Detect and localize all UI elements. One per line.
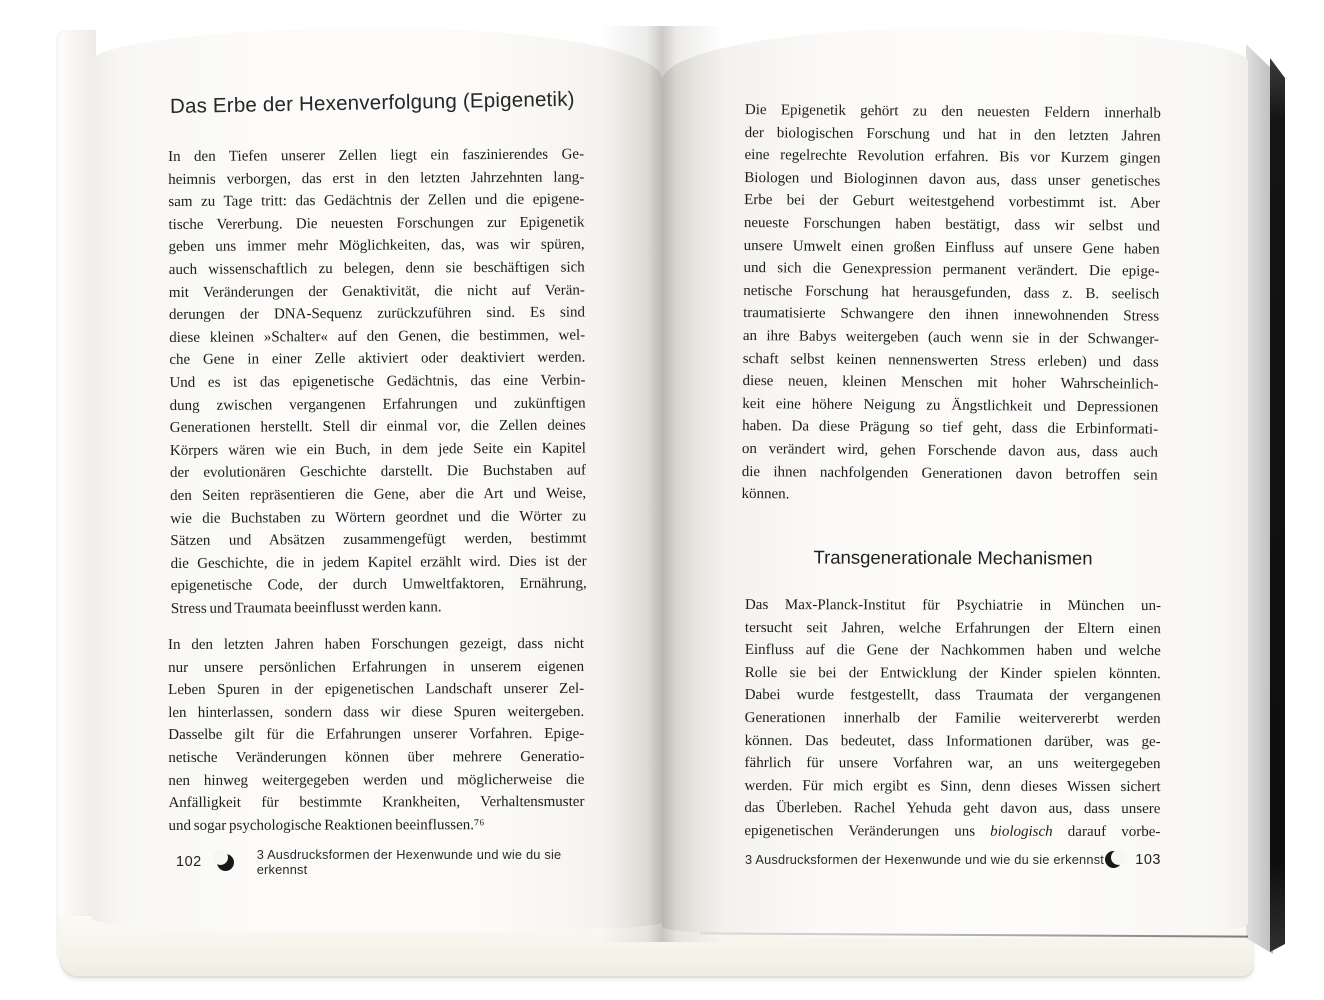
- text-line: In den letzten Jahren haben Forschungen gezeigt, dass nicht: [168, 635, 585, 653]
- text-line: der biologischen Forschung und hat in den letzten Jahren: [744, 124, 1161, 145]
- running-chapter-title: 3 Ausdrucksformen der Hexenwunde und wie du sie erkennst: [745, 852, 1105, 867]
- text-line: nen hinweg weitergegeben werden und möglicherweise die: [168, 771, 585, 789]
- text-line: Die Epigenetik gehört zu den neuesten Feldern innerhalb: [744, 101, 1161, 122]
- text-line: epigenetischen Veränderungen uns biologisch darauf vorbe-: [744, 822, 1161, 841]
- text-line: diese kleinen »Schalter« auf den Genen, die bestimmen, wel-: [169, 327, 586, 346]
- text-line: netische Veränderungen können über mehrere Generatio-: [168, 748, 585, 766]
- paragraph: [168, 633, 585, 837]
- text-line: schaft selbst keinen nennenswerten Stress erleben) und dass: [742, 350, 1159, 371]
- book-cover-edge: [1270, 58, 1285, 952]
- text-line: Biologen und Biologinnen davon aus, dass unser genetisches: [744, 169, 1161, 190]
- text-line: keit eine höhere Neigung zu Ängstlichkeit und Depressionen: [742, 395, 1159, 416]
- text-line: die Geschichte, die in jedem Kapitel erzählt wird. Dies ist der: [170, 553, 587, 572]
- text-line: derungen der DNA-Sequenz zurückzuführen sind. Es sind: [168, 304, 586, 324]
- text-line: neueste Forschungen haben bestätigt, dass wir selbst und: [743, 214, 1160, 235]
- text-line: wie die Buchstaben zu Wörtern geordnet und die Wörter zu: [170, 507, 587, 527]
- paragraph: [741, 99, 1161, 509]
- text-line: Dabei wurde festgestellt, dass Traumata der vergangenen: [744, 687, 1161, 705]
- text-line: werden. Für mich ergibt es Sinn, denn dieses Wissen sichert: [744, 777, 1161, 795]
- text-line: haben. Da diese Prägung so tief geht, dass die Erbinformati-: [742, 418, 1159, 438]
- text-line: diese neuen, kleinen Menschen mit hoher Wahrscheinlich-: [742, 373, 1159, 393]
- text-line: das Überleben. Rachel Yehuda geht davon aus, dass unsere: [744, 800, 1161, 818]
- text-line: In den Tiefen unserer Zellen liegt ein faszinierendes Ge-: [168, 146, 585, 165]
- crescent-moon-icon: [217, 854, 234, 871]
- text-line: heimnis verborgen, das erst in den letzten Jahrzehnten lang-: [168, 169, 585, 188]
- right-page-footer: [745, 851, 1161, 868]
- page-number: 102: [176, 854, 202, 870]
- page-number: 103: [1135, 851, 1161, 868]
- left-page-footer: [168, 847, 584, 877]
- text-line: Anfälligkeit für bestimmte Krankheiten, Verhaltensmuster: [168, 794, 585, 812]
- text-line: Erbe bei der Geburt weitestgehend vorbestimmt ist. Aber: [744, 192, 1161, 213]
- text-line: Generationen innerhalb der Familie weitervererbt werden: [744, 709, 1161, 728]
- text-line: Das Max-Planck-Institut für Psychiatrie in München un-: [744, 597, 1161, 615]
- text-line: len hinterlassen, sondern dass wir diese Spuren weitergeben.: [168, 703, 585, 721]
- text-line: nur unsere persönlichen Erfahrungen in unserem eigenen: [168, 658, 585, 676]
- text-line: können.: [741, 486, 790, 503]
- text-line: netische Forschung hat herausgefunden, dass z. B. seelisch: [743, 282, 1160, 303]
- section-subheading: Transgenerationale Mechanismen: [813, 546, 1093, 569]
- book-fore-edge: [1246, 38, 1273, 954]
- book-left-edge: [56, 30, 96, 968]
- text-line: tersucht seit Jahren, welche Erfahrungen der Eltern einen: [744, 619, 1161, 637]
- text-line: on verändert wird, gehen Forschende davon aus, dass auch: [741, 440, 1159, 461]
- text-line: eine regelrechte Revolution erfahren. Bis vor Kurzem gingen: [744, 147, 1161, 167]
- paragraph: [744, 594, 1161, 844]
- text-line: traumatisierte Schwangere den ihnen innewohnenden Stress: [743, 305, 1160, 325]
- text-line: den Seiten repräsentieren die Gene, aber die Art und Weise,: [170, 485, 587, 504]
- text-line: und sogar psychologische Reaktionen beeinflussen.⁷⁶: [168, 816, 485, 834]
- paragraph: [168, 143, 587, 620]
- text-line: Dasselbe gilt für die Erfahrungen unserer Vorfahren. Epige-: [168, 726, 585, 744]
- text-line: und sich die Genexpression permanent verändert. Die epige-: [743, 260, 1160, 280]
- text-line: die ihnen nachfolgenden Generationen davon betroffen sein: [741, 463, 1158, 484]
- text-line: tische Vererbung. Die neuesten Forschungen zur Epigenetik: [168, 214, 585, 233]
- text-line: che Gene in einer Zelle aktiviert oder deaktiviert werden.: [169, 349, 586, 369]
- text-line: Stress und Traumata beeinflusst werden kann.: [170, 599, 442, 617]
- text-line: Rolle sie bei der Entwicklung der Kinder spielen könnten.: [744, 664, 1161, 682]
- text-line: dung zwischen vergangenen Erfahrungen und zukünftigen: [169, 394, 586, 414]
- text-line: Und es ist das epigenetische Gedächtnis, das eine Verbin-: [169, 372, 586, 391]
- chapter-heading: Das Erbe der Hexenverfolgung (Epigenetik): [169, 87, 575, 118]
- text-line: sam zu Tage tritt: das Gedächtnis der Zellen und die epigene-: [168, 191, 585, 211]
- text-line: epigenetische Code, der durch Umweltfaktoren, Ernährung,: [170, 575, 587, 595]
- text-line: Leben Spuren in der epigenetischen Landschaft unserer Zel-: [168, 681, 585, 699]
- text-line: geben uns immer mehr Möglichkeiten, das, was wir spüren,: [168, 236, 585, 256]
- text-line: Einfluss auf die Gene der Nachkommen haben und welche: [744, 642, 1161, 660]
- crescent-moon-icon: [1105, 851, 1122, 868]
- text-line: Körpers wären wie ein Buch, in dem jede Seite ein Kapitel: [169, 440, 586, 459]
- text-line: der evolutionären Geschichte darstellt. Die Buchstaben auf: [169, 462, 587, 482]
- text-line: Generationen herstellt. Stell dir einmal vor, die Zellen deines: [169, 417, 586, 437]
- text-line: an ihre Babys weitergeben (auch wenn sie in der Schwanger-: [742, 327, 1159, 348]
- text-line: fährlich für unsere Vorfahren war, an uns weitergegeben: [744, 755, 1161, 773]
- running-chapter-title: 3 Ausdrucksformen der Hexenwunde und wie du sie erkennst: [256, 847, 562, 877]
- text-line: Sätzen und Absätzen zusammengefügt werden, bestimmt: [170, 530, 587, 550]
- text-line: mit Veränderungen der Genaktivität, die nicht auf Verän-: [168, 282, 585, 301]
- text-line: auch wissenschaftlich zu belegen, denn sie beschäftigen sich: [168, 259, 585, 278]
- text-line: unsere Umwelt einen großen Einfluss auf unsere Gene haben: [743, 237, 1160, 258]
- text-line: können. Das bedeutet, dass Informationen darüber, was ge-: [744, 732, 1161, 750]
